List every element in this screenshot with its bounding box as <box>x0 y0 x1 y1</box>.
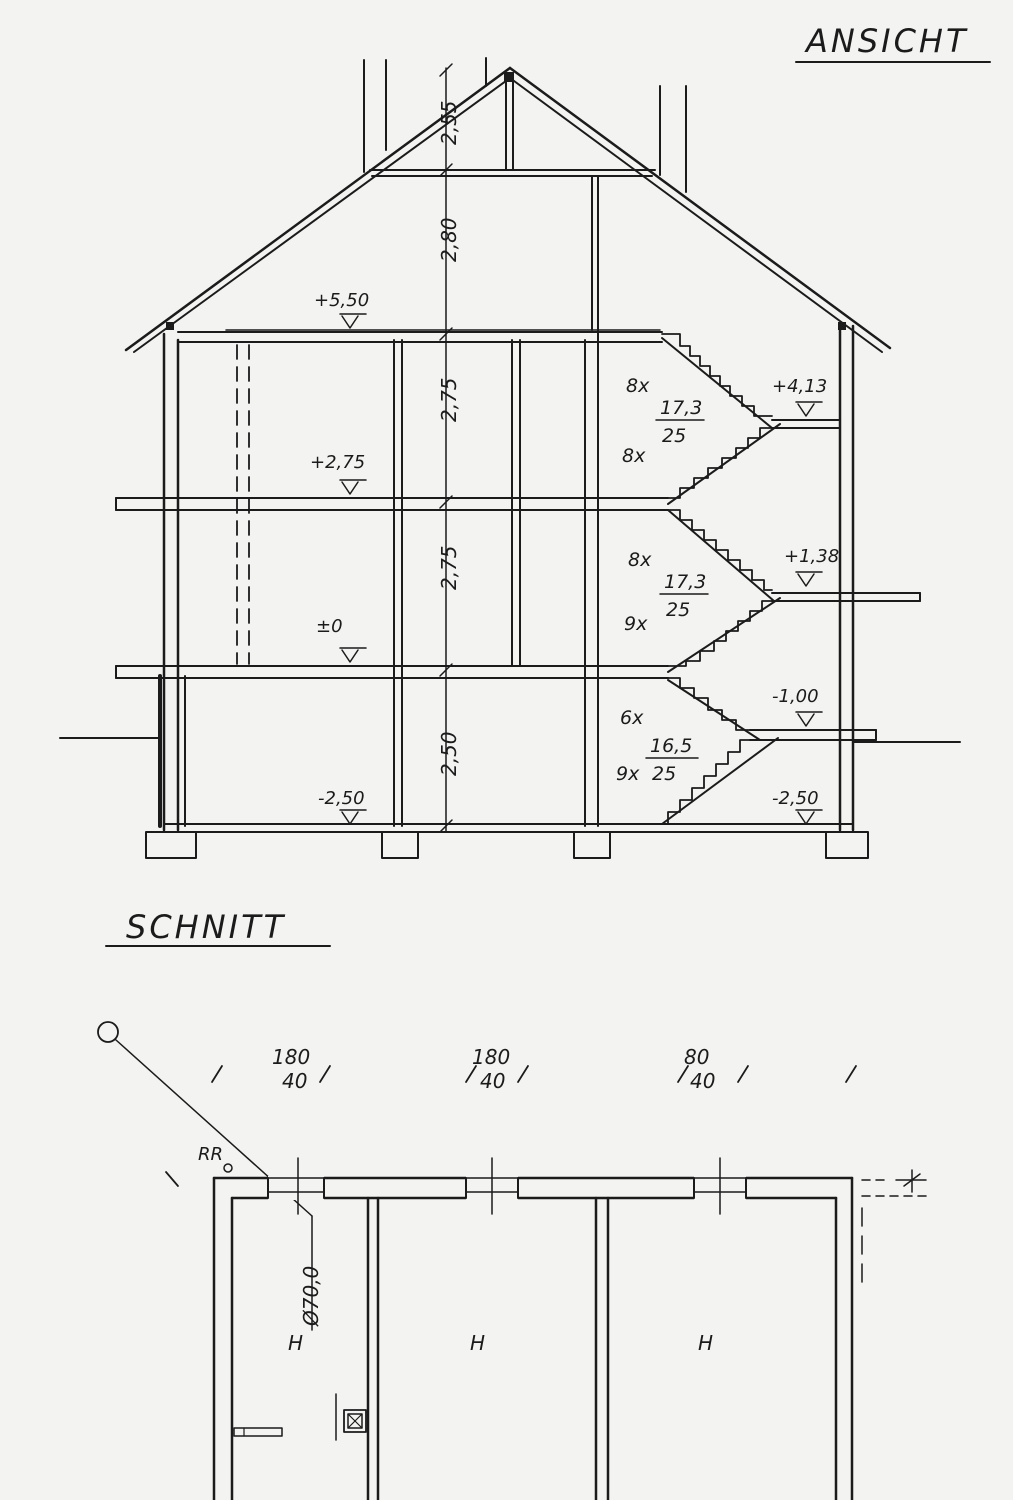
svg-text:8x: 8x <box>626 375 650 397</box>
dim-2-50: 2,50 <box>437 731 461 776</box>
floor-plan <box>98 1022 926 1500</box>
window-dim-1-bottom: 40 <box>282 1069 308 1093</box>
plan-right-marker <box>862 1170 926 1290</box>
svg-text:+1,38: +1,38 <box>784 546 840 567</box>
level-markers <box>310 290 839 824</box>
svg-text:±0: ±0 <box>316 616 343 637</box>
horizontal-dimension-chain <box>212 1045 856 1093</box>
window-dim-3-bottom: 40 <box>690 1069 716 1093</box>
svg-text:8x: 8x <box>622 445 646 467</box>
chimney-flue <box>336 1394 366 1440</box>
plan-fixture <box>234 1428 282 1436</box>
vertical-dimension-chain <box>437 64 461 832</box>
plan-interior-walls <box>368 1198 608 1500</box>
stair-annotation-middle <box>624 549 708 635</box>
svg-text:16,5: 16,5 <box>650 735 693 757</box>
level-upper <box>310 452 366 494</box>
window-dim-2-bottom: 40 <box>480 1069 506 1093</box>
svg-text:6x: 6x <box>620 707 644 729</box>
svg-text:+2,75: +2,75 <box>310 452 366 473</box>
svg-text:+4,13: +4,13 <box>772 376 828 397</box>
stair-annotation-upper <box>622 375 704 467</box>
window-dim-3-top: 80 <box>684 1045 710 1069</box>
svg-text:+5,50: +5,50 <box>314 290 370 311</box>
level-landing-low <box>772 686 822 726</box>
svg-text:9x: 9x <box>624 613 648 635</box>
exterior-walls <box>160 322 853 830</box>
dim-2-80: 2,80 <box>437 217 461 262</box>
room-label-3: H <box>698 1331 714 1355</box>
plan-windows <box>268 1158 746 1214</box>
level-basement-right <box>772 788 822 824</box>
downpipe <box>198 1144 232 1172</box>
plan-outer-walls <box>214 1178 852 1500</box>
svg-text:25: 25 <box>662 425 687 447</box>
window-dim-2-top: 180 <box>472 1045 511 1069</box>
pipe-label: RR <box>198 1144 224 1165</box>
building-section <box>60 58 960 858</box>
roof <box>126 68 890 352</box>
chimney-right <box>660 86 686 192</box>
level-landing-mid <box>784 546 839 586</box>
diameter-label: Ø70,0 <box>299 1265 323 1326</box>
svg-text:-2,50: -2,50 <box>318 788 365 809</box>
stair-annotation-lower <box>616 707 698 785</box>
dim-2-55: 2,55 <box>437 100 461 145</box>
svg-text:9x: 9x <box>616 763 640 785</box>
svg-text:-2,50: -2,50 <box>772 788 819 809</box>
chimney-left <box>364 60 386 172</box>
level-ground <box>316 616 366 662</box>
level-basement <box>318 788 366 824</box>
room-label-2: H <box>470 1331 486 1355</box>
level-landing-top <box>772 376 827 416</box>
title-schnitt-text: SCHNITT <box>126 908 287 946</box>
footings <box>146 832 868 858</box>
svg-text:17,3: 17,3 <box>660 397 703 419</box>
svg-text:17,3: 17,3 <box>664 571 707 593</box>
dim-2-75-upper: 2,75 <box>437 377 461 422</box>
svg-text:25: 25 <box>652 763 677 785</box>
title-ansicht <box>796 22 990 62</box>
level-attic <box>314 290 369 328</box>
room-label-1: H <box>288 1331 304 1355</box>
window-dim-1-top: 180 <box>272 1045 311 1069</box>
dim-2-75-lower: 2,75 <box>437 545 461 590</box>
interior-columns <box>237 176 598 826</box>
title-ansicht-text: ANSICHT <box>806 22 969 60</box>
svg-text:-1,00: -1,00 <box>772 686 819 707</box>
svg-text:8x: 8x <box>628 549 652 571</box>
title-schnitt <box>106 908 330 946</box>
svg-text:25: 25 <box>666 599 691 621</box>
